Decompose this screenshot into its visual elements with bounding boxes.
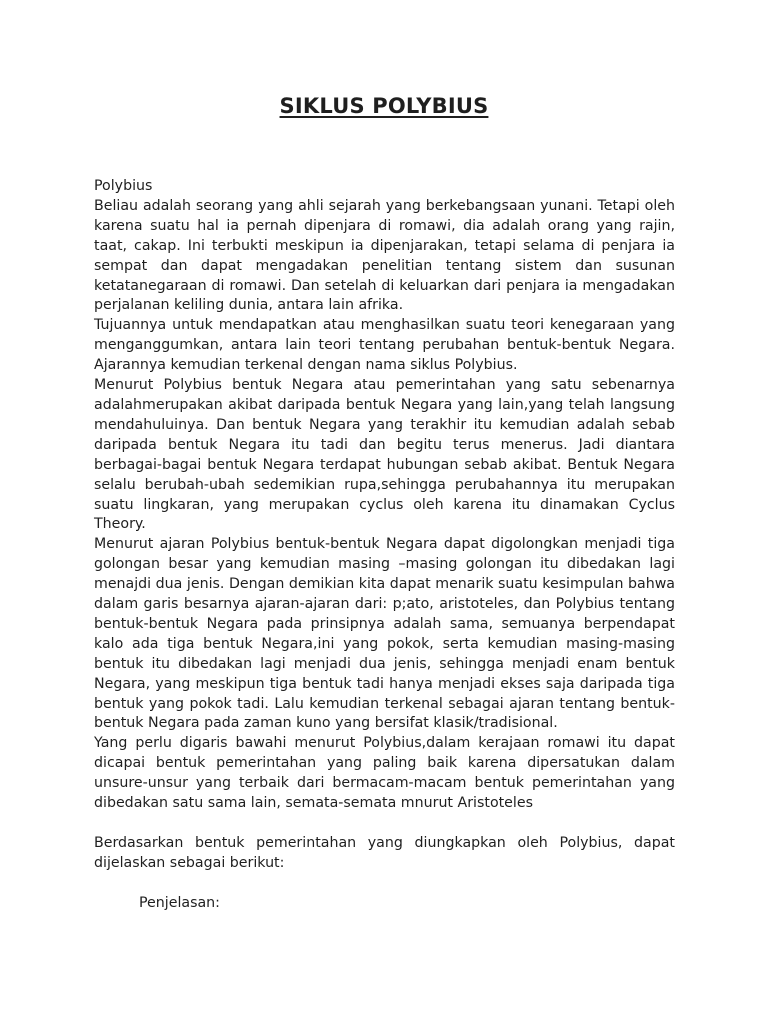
explanation-label: Penjelasan: [139,894,220,911]
paragraph-state-forms: Menurut ajaran Polybius bentuk-bentuk Negara dapat digolongkan menjadi tiga golongan besar yang kemudian masing –masing golongan itu dibedakan lagi menajdi dua jenis. Dengan demikian kita dapat menarik suatu kesimpulan bahwa dalam garis besarnya ajaran-ajaran dari: p;ato, aristoteles, dan Polybius tentang bentuk-bentuk Negara pada prinsipnya adalah sama, semuanya berpendapat kalo ada tiga bentuk Negara,ini yang pokok, serta kemudian masing-masing bentuk itu dibedakan lagi menjadi dua jenis, sehingga menjadi enam bentuk Negara, yang meskipun tiga bentuk tadi hanya menjadi ekses saja daripada tiga bentuk yang pokok tadi. Lalu kemudian terkenal sebagai ajaran tentang bentuk-bentuk Negara pada zaman kuno yang bersifat klasik/tradisional. [94,536,675,732]
paragraph-biography: Beliau adalah seorang yang ahli sejarah yang berkebangsaan yunani. Tetapi oleh karena suatu hal ia pernah dipenjara di romawi, dia adalah orang yang rajin, taat, cakap. Ini terbukti meskipun ia dipenjarakan, tetapi selama di penjara ia sempat dan dapat mengadakan penelitian tentang sistem dan susunan ketatanegaraan di romawi. Dan setelah di keluarkan dari penjara ia mengadakan perjalanan keliling dunia, antara lain afrika. [94,197,675,314]
document-body [94,177,675,914]
paragraph-summary: Berdasarkan bentuk pemerintahan yang diungkapkan oleh Polybius, dapat dijelaskan sebagai berikut: [94,834,675,871]
paragraph-spacer [94,874,675,894]
paragraph-purpose: Tujuannya untuk mendapatkan atau menghasilkan suatu teori kenegaraan yang menganggumkan, antara lain teori tentang perubahan bentuk-bentuk Negara. Ajarannya kemudian terkenal dengan nama siklus Polybius. [94,317,675,374]
section-heading: Polybius [94,178,153,194]
paragraph-cycle-theory: Menurut Polybius bentuk Negara atau pemerintahan yang satu sebenarnya adalahmerupakan akibat daripada bentuk Negara yang lain,yang telah langsung mendahuluinya. Dan bentuk Negara yang terakhir itu kemudian adalah sebab daripada bentuk Negara itu tadi dan begitu terus menerus. Jadi diantara berbagai-bagai bentuk Negara terdapat hubungan sebab akibat. Bentuk Negara selalu berubah-ubah sedemikian rupa,sehingga perubahannya itu merupakan suatu lingkaran, yang merupakan cyclus oleh karena itu dinamakan Cyclus Theory. [94,377,675,533]
page-title: SIKLUS POLYBIUS [279,94,489,118]
paragraph-spacer [94,814,675,834]
paragraph-rome: Yang perlu digaris bawahi menurut Polybius,dalam kerajaan romawi itu dapat dicapai bentuk pemerintahan yang paling baik karena dipersatukan dalam unsure-unsur yang terbaik dari bermacam-macam bentuk pemerintahan yang dibedakan satu sama lain, semata-semata mnurut Aristoteles [94,735,675,812]
